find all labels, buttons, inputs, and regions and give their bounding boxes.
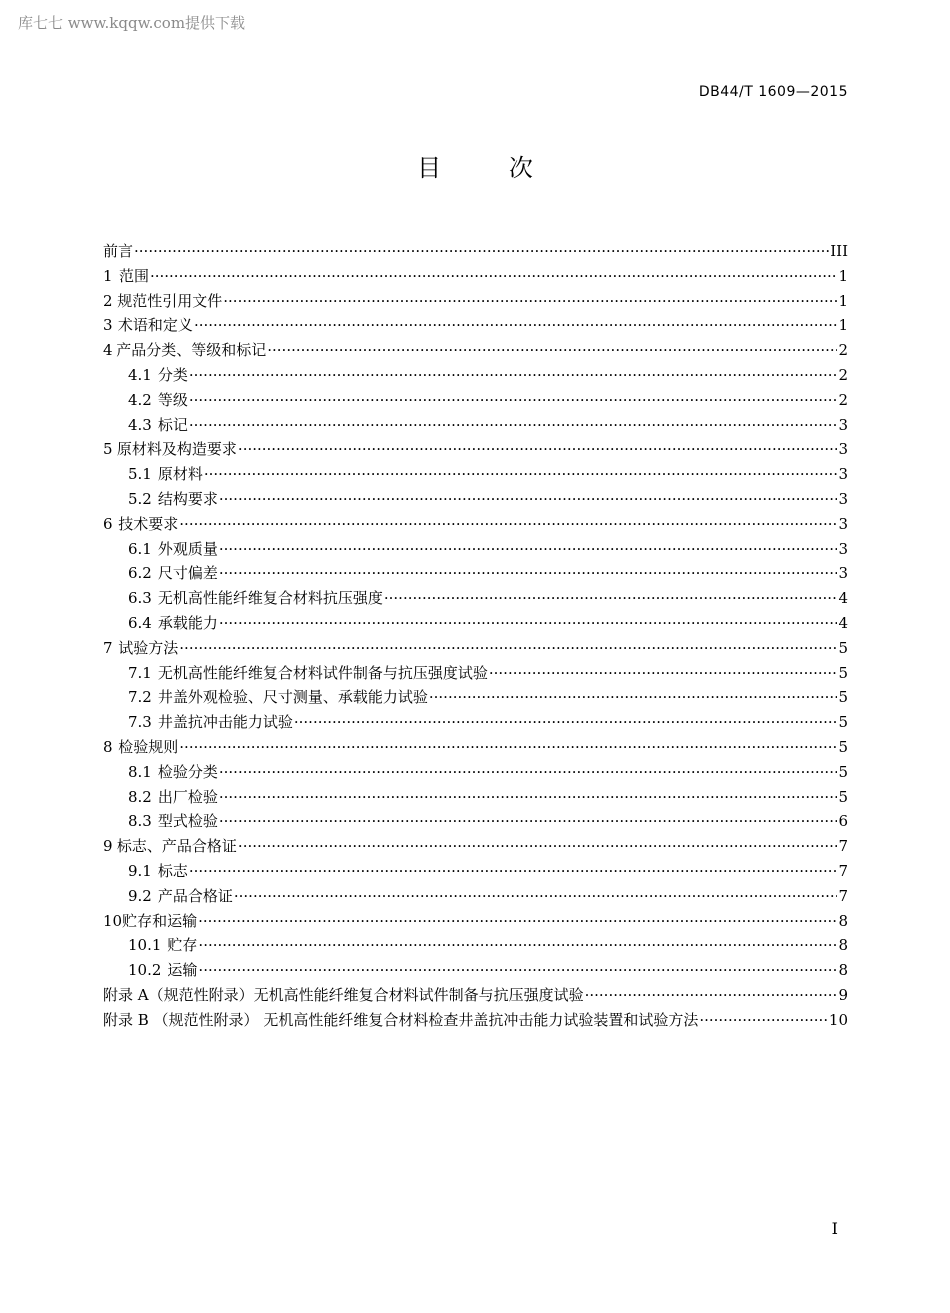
toc-entry[interactable]	[103, 859, 848, 884]
toc-entry-number: 9.1	[128, 861, 152, 880]
toc-entry-page: 4	[838, 589, 848, 608]
toc-entry-number: 7	[103, 638, 113, 657]
toc-entry-number: 4.1	[128, 365, 152, 384]
toc-entry-label: 标记	[157, 415, 188, 434]
page-title-char-1: 目	[417, 154, 442, 182]
toc-entry-page: 5	[838, 713, 848, 732]
toc-entry[interactable]	[103, 487, 848, 512]
toc-entry-label: 井盖抗冲击能力试验	[157, 713, 293, 732]
dot-leader	[489, 661, 838, 686]
toc-entry-number: 6.1	[128, 539, 152, 558]
toc-entry[interactable]	[103, 388, 848, 413]
toc-entry[interactable]	[103, 363, 848, 388]
toc-entry-label: 结构要求	[157, 489, 218, 508]
toc-entry-page: 3	[838, 415, 848, 434]
toc-entry[interactable]	[103, 413, 848, 438]
dot-leader	[198, 909, 837, 934]
toc-entry-number: 4	[103, 341, 113, 360]
toc-entry-page: 10	[828, 1010, 848, 1029]
toc-entry-page: 3	[838, 465, 848, 484]
dot-leader	[384, 586, 838, 611]
toc-entry-number: 10	[103, 911, 123, 930]
dot-leader	[219, 785, 838, 810]
toc-entry-label: 附录 B （规范性附录） 无机高性能纤维复合材料检查井盖抗冲击能力试验装置和试验方法	[103, 1010, 699, 1029]
toc-entry-page: 7	[838, 837, 848, 856]
toc-entry-number: 5.1	[128, 465, 152, 484]
toc-entry-label: 前言	[103, 242, 134, 260]
toc-entry[interactable]	[103, 313, 848, 338]
toc-entry-number: 6	[103, 514, 113, 533]
toc-entry-page: 1	[838, 291, 848, 310]
toc-entry-number: 7.3	[128, 713, 152, 732]
toc-entry-page: 3	[838, 440, 848, 459]
toc-entry-number: 6.4	[128, 613, 152, 632]
dot-leader	[219, 561, 838, 586]
toc-entry-page: 5	[838, 787, 848, 806]
toc-entry-label: 标志、产品合格证	[116, 837, 237, 856]
dot-leader	[189, 388, 838, 413]
toc-entry-number: 8	[103, 737, 113, 756]
toc-entry[interactable]	[103, 636, 848, 661]
toc-entry-label: 承载能力	[157, 613, 218, 632]
toc-entry-number: 10.1	[128, 936, 162, 955]
toc-entry[interactable]	[103, 710, 848, 735]
toc-entry-label: 术语和定义	[117, 316, 193, 335]
toc-entry-label: 贮存	[167, 936, 198, 955]
toc-entry[interactable]	[103, 1008, 848, 1033]
toc-entry-label: 规范性引用文件	[117, 291, 223, 310]
toc-entry[interactable]	[103, 685, 848, 710]
dot-leader	[238, 834, 838, 859]
toc-entry-page: 8	[838, 936, 848, 955]
toc-entry-page: 3	[838, 514, 848, 533]
dot-leader	[189, 859, 838, 884]
toc-entry-label: 分类	[157, 365, 188, 384]
toc-entry[interactable]	[103, 661, 848, 686]
toc-entry[interactable]	[103, 760, 848, 785]
toc-entry[interactable]	[103, 289, 848, 314]
toc-entry-page: 5	[838, 688, 848, 707]
toc-entry-number: 5.2	[128, 489, 152, 508]
dot-leader	[194, 313, 838, 338]
dot-leader	[198, 958, 837, 983]
toc-entry-page: 6	[838, 812, 848, 831]
dot-leader	[223, 289, 837, 314]
toc-entry[interactable]	[103, 958, 848, 983]
dot-leader	[219, 537, 838, 562]
toc-entry[interactable]	[103, 809, 848, 834]
toc-entry-label: 等级	[157, 390, 188, 409]
toc-entry[interactable]	[103, 437, 848, 462]
table-of-contents	[103, 239, 848, 1033]
toc-entry-number: 8.3	[128, 812, 152, 831]
toc-entry[interactable]	[103, 735, 848, 760]
toc-entry-label: 原材料	[157, 465, 203, 484]
dot-leader	[179, 636, 837, 661]
toc-entry[interactable]	[103, 785, 848, 810]
toc-entry-page: 1	[838, 316, 848, 335]
toc-entry-label: 标志	[157, 861, 188, 880]
dot-leader	[219, 611, 838, 636]
toc-entry-page: 7	[838, 861, 848, 880]
dot-leader	[179, 512, 837, 537]
toc-entry-number: 4.3	[128, 415, 152, 434]
toc-entry-page: 3	[838, 564, 848, 583]
watermark-text: 库七七 www.kqqw.com提供下载	[18, 14, 246, 32]
toc-entry-page: 5	[838, 762, 848, 781]
toc-entry-number: 9.2	[128, 886, 152, 905]
dot-leader	[429, 685, 838, 710]
toc-entry-label: 贮存和运输	[122, 911, 198, 930]
toc-entry-label: 无机高性能纤维复合材料试件制备与抗压强度试验	[157, 663, 488, 682]
dot-leader	[699, 1008, 828, 1033]
toc-entry-number: 7.2	[128, 688, 152, 707]
dot-leader	[234, 884, 838, 909]
toc-entry-label: 检验规则	[118, 737, 179, 756]
toc-entry-number: 4.2	[128, 390, 152, 409]
toc-entry-label: 技术要求	[118, 514, 179, 533]
toc-entry-number: 2	[103, 291, 113, 310]
toc-entry[interactable]	[103, 537, 848, 562]
toc-entry[interactable]	[103, 561, 848, 586]
toc-entry-label: 检验分类	[157, 762, 218, 781]
toc-entry[interactable]	[103, 983, 848, 1008]
toc-entry-label: 试验方法	[118, 638, 179, 657]
toc-entry[interactable]	[103, 264, 848, 289]
toc-entry-number: 8.2	[128, 787, 152, 806]
toc-entry[interactable]	[103, 834, 848, 859]
dot-leader	[204, 462, 838, 487]
toc-entry[interactable]	[103, 462, 848, 487]
toc-entry-number: 7.1	[128, 663, 152, 682]
toc-entry-page: 3	[838, 539, 848, 558]
toc-entry[interactable]	[103, 909, 848, 934]
dot-leader	[267, 338, 837, 363]
dot-leader	[189, 363, 838, 388]
toc-entry-page: 5	[838, 737, 848, 756]
toc-entry-number: 6.3	[128, 589, 152, 608]
dot-leader	[150, 264, 837, 289]
dot-leader	[294, 710, 838, 735]
dot-leader	[219, 760, 838, 785]
toc-entry-label: 附录 A（规范性附录）无机高性能纤维复合材料试件制备与抗压强度试验	[103, 985, 584, 1004]
dot-leader	[219, 487, 838, 512]
page-title-char-2: 次	[508, 154, 533, 182]
toc-entry-page: 7	[838, 886, 848, 905]
toc-entry-page: 8	[838, 961, 848, 980]
toc-entry-page: 1	[838, 266, 848, 285]
toc-entry-label: 型式检验	[157, 812, 218, 831]
toc-entry-label: 无机高性能纤维复合材料抗压强度	[157, 589, 383, 608]
toc-entry[interactable]	[103, 933, 848, 958]
toc-entry-label: 外观质量	[157, 539, 218, 558]
toc-entry-label: 出厂检验	[157, 787, 218, 806]
toc-entry-page: 5	[838, 638, 848, 657]
toc-entry-page: 5	[838, 663, 848, 682]
dot-leader	[179, 735, 837, 760]
dot-leader	[198, 933, 837, 958]
toc-entry-number: 9	[103, 837, 113, 856]
toc-entry-number: 3	[103, 316, 113, 335]
toc-entry-page: III	[830, 242, 848, 260]
toc-entry-number: 8.1	[128, 762, 152, 781]
toc-entry-label: 原材料及构造要求	[116, 440, 237, 459]
dot-leader	[585, 983, 838, 1008]
toc-entry[interactable]	[103, 884, 848, 909]
toc-entry-number: 5	[103, 440, 113, 459]
toc-entry[interactable]	[103, 512, 848, 537]
toc-entry-label: 产品合格证	[157, 886, 233, 905]
toc-entry-page: 3	[838, 489, 848, 508]
toc-entry-label: 尺寸偏差	[157, 564, 218, 583]
toc-entry-number: 6.2	[128, 564, 152, 583]
toc-entry[interactable]	[103, 586, 848, 611]
toc-entry-page: 4	[838, 613, 848, 632]
toc-entry[interactable]	[103, 611, 848, 636]
page-title	[0, 148, 950, 183]
toc-entry-number: 1	[103, 266, 113, 285]
toc-entry-label: 运输	[167, 961, 198, 980]
toc-entry-label: 范围	[118, 266, 149, 285]
toc-entry-page: 2	[838, 341, 848, 360]
toc-entry-label: 产品分类、等级和标记	[116, 341, 267, 360]
toc-entry-label: 井盖外观检验、尺寸测量、承载能力试验	[157, 688, 428, 707]
toc-entry-number: 10.2	[128, 961, 162, 980]
dot-leader	[189, 413, 838, 438]
document-code: DB44/T 1609—2015	[698, 84, 848, 100]
dot-leader	[238, 437, 838, 462]
dot-leader	[134, 239, 829, 264]
page-number: I	[831, 1219, 838, 1238]
toc-entry-page: 9	[838, 985, 848, 1004]
toc-entry-page: 2	[838, 365, 848, 384]
toc-entry-page: 2	[838, 390, 848, 409]
toc-entry-page: 8	[838, 911, 848, 930]
dot-leader	[219, 809, 838, 834]
toc-entry[interactable]	[103, 239, 848, 264]
toc-entry[interactable]	[103, 338, 848, 363]
